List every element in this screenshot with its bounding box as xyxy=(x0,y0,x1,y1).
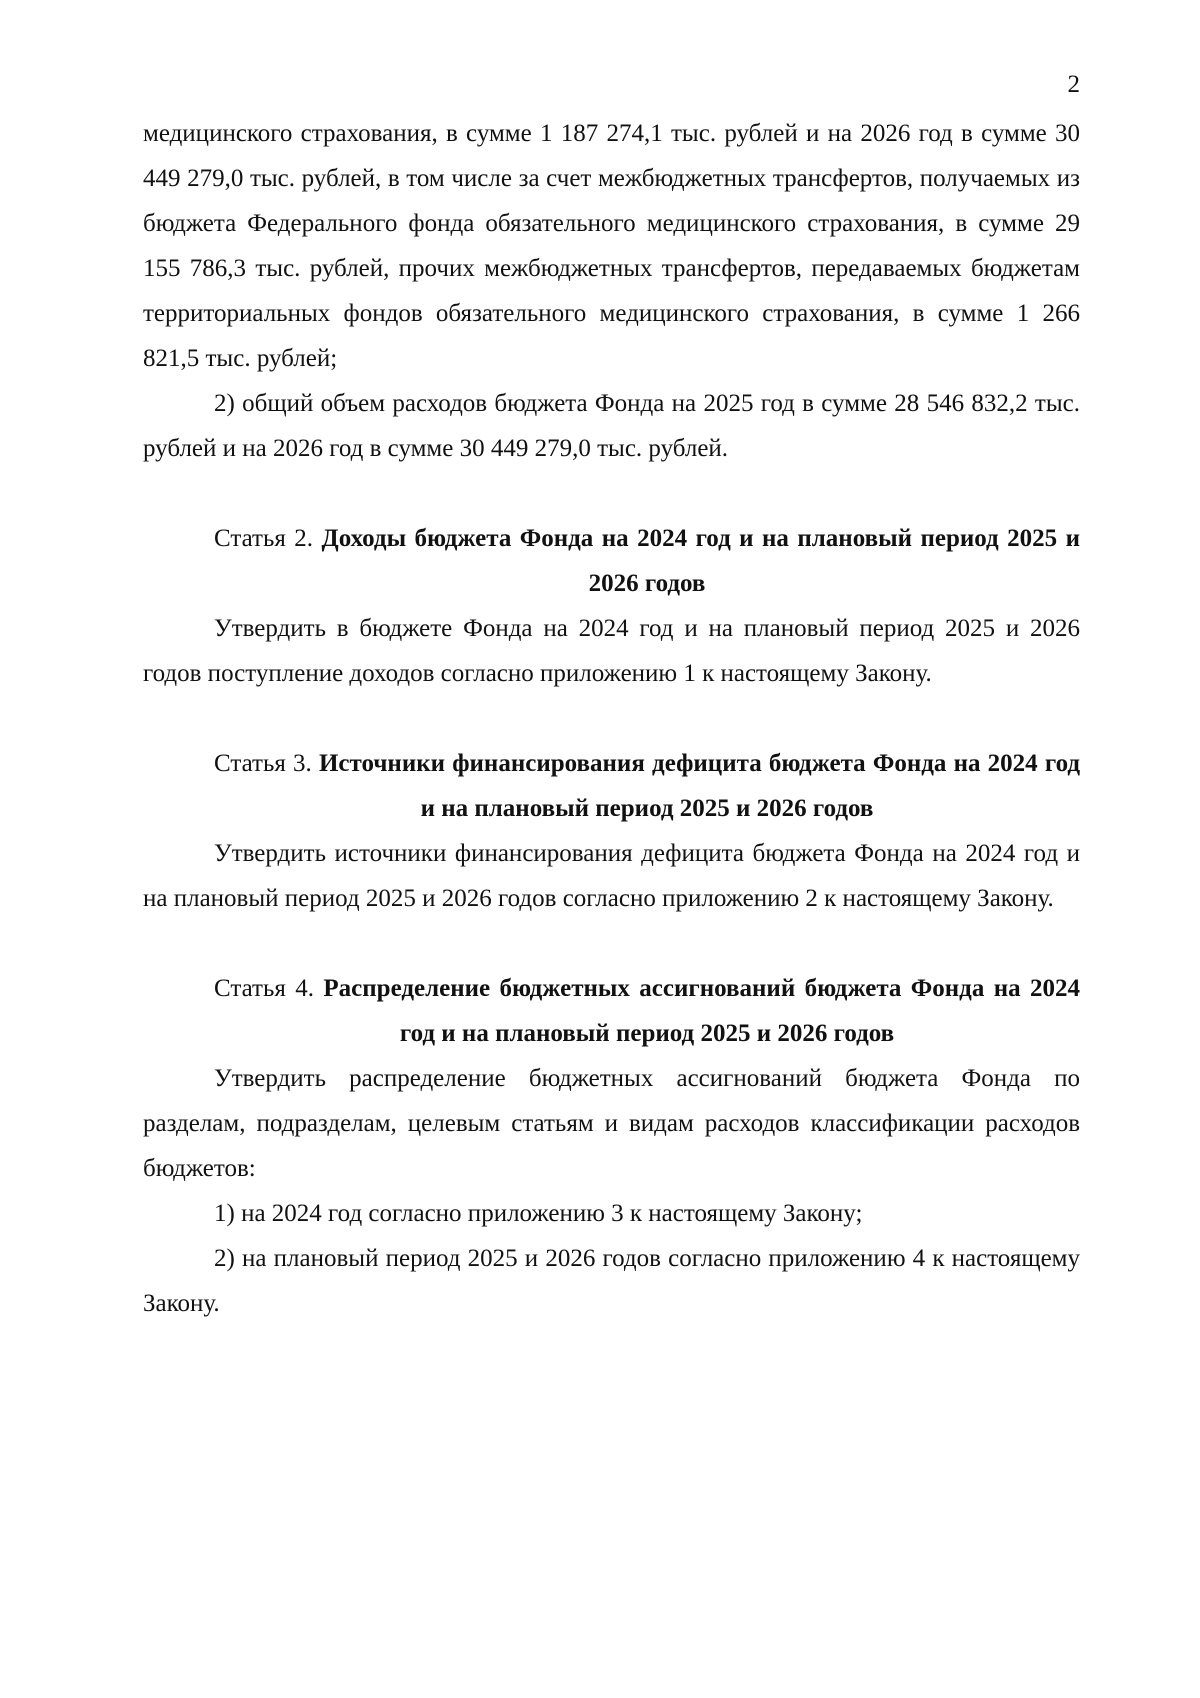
article-title: Распределение бюджетных ассигнований бюджета Фонда на 2024 год и на плановый период 2025 и 2026 годов xyxy=(323,975,1081,1047)
article-3 xyxy=(143,741,1080,921)
body-paragraph: Утвердить источники финансирования дефицита бюджета Фонда на 2024 год и на плановый период 2025 и 2026 годов согласно приложению 2 к настоящему Закону. xyxy=(143,840,1080,912)
article-heading xyxy=(143,516,1080,606)
article-number: Статья 4. xyxy=(214,975,314,1002)
article-heading xyxy=(143,741,1080,831)
body-paragraph: медицинского страхования, в сумме 1 187 274,1 тыс. рублей и на 2026 год в сумме 30 449 279,0 тыс. рублей, в том числе за счет межбюджетных трансфертов, получаемых из бюджета Федерального фонда обязательного медицинского страхования, в сумме 29 155 786,3 тыс. рублей, прочих межбюджетных трансфертов, передаваемых бюджетам территориальных фондов обязательного медицинского страхования, в сумме 1 266 821,5 тыс. рублей; xyxy=(143,120,1080,372)
article-heading xyxy=(143,966,1080,1056)
body-paragraph: Утвердить в бюджете Фонда на 2024 год и на плановый период 2025 и 2026 годов поступление доходов согласно приложению 1 к настоящему Закону. xyxy=(143,615,1080,687)
list-item: 1) на 2024 год согласно приложению 3 к настоящему Закону; xyxy=(214,1200,863,1227)
body-paragraph: 2) общий объем расходов бюджета Фонда на 2025 год в сумме 28 546 832,2 тыс. рублей и на 2026 год в сумме 30 449 279,0 тыс. рублей. xyxy=(143,390,1080,462)
article-title: Источники финансирования дефицита бюджета Фонда на 2024 год и на плановый период 2025 и 2026 годов xyxy=(318,750,1081,822)
page-number: 2 xyxy=(1067,71,1080,98)
article-number: Статья 3. xyxy=(214,750,312,777)
document-body xyxy=(143,111,1080,1326)
article-number: Статья 2. xyxy=(214,525,314,552)
article-title: Доходы бюджета Фонда на 2024 год и на плановый период 2025 и 2026 годов xyxy=(321,525,1080,597)
article-4 xyxy=(143,966,1080,1326)
article-2 xyxy=(143,516,1080,696)
list-item: 2) на плановый период 2025 и 2026 годов согласно приложению 4 к настоящему Закону. xyxy=(143,1245,1080,1317)
body-paragraph: Утвердить распределение бюджетных ассигнований бюджета Фонда по разделам, подразделам, целевым статьям и видам расходов классификации расходов бюджетов: xyxy=(143,1065,1080,1182)
